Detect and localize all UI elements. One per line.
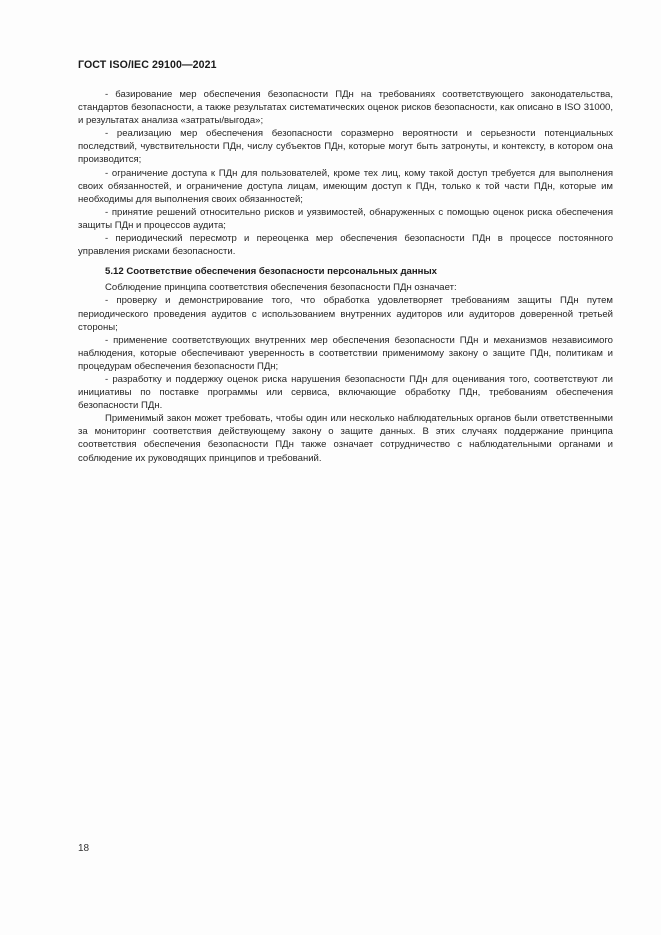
list-item: - разработку и поддержку оценок риска нарушения безопасности ПДн для оценивания того, соответствуют ли инициативы по поставке программы или сервиса, включающие обработку ПДн, требованиям обеспечения безопасности ПДн.	[78, 373, 613, 412]
list-item: - принятие решений относительно рисков и уязвимостей, обнаруженных с помощью оценок риска обеспечения защиты ПДн и процессов аудита;	[78, 206, 613, 231]
closing-paragraph: Применимый закон может требовать, чтобы один или несколько наблюдательных органов были ответственными за мониторинг соответствия действующему закону о защите данных. В этих случаях поддержание принципа соответствия обеспечения безопасности ПДн также означает сотрудничество с наблюдательными органами и соблюдение их руководящих принципов и требований.	[78, 413, 613, 464]
list-item: - применение соответствующих внутренних мер обеспечения безопасности ПДн и механизмов независимого наблюдения, которые обеспечивают уверенность в соответствии применимому закону о защите ПДн, политикам и процедурам обеспечения безопасности ПДн;	[78, 334, 613, 372]
section-heading: 5.12 Соответствие обеспечения безопасности персональных данных	[105, 266, 437, 278]
document-body	[78, 88, 613, 465]
list-item: - периодический пересмотр и переоценка мер обеспечения безопасности ПДн в процессе постоянного управления рисками безопасности.	[78, 233, 613, 258]
list-item: - базирование мер обеспечения безопасности ПДн на требованиях соответствующего законодательства, стандартов безопасности, а также результатах систематических оценок рисков безопасности, как описано в ISO 31000, и результатах анализа «затраты/выгода»;	[78, 89, 613, 127]
document-header: ГОСТ ISO/IEC 29100—2021	[78, 59, 217, 71]
list-item: - ограничение доступа к ПДн для пользователей, кроме тех лиц, кому такой доступ требуется для выполнения своих обязанностей, и ограничение доступа лицам, имеющим доступ к ПДн, только к той части ПДн, которые им необходимы для выполнения своих обязанностей;	[78, 167, 613, 205]
list-item: - реализацию мер обеспечения безопасности соразмерно вероятности и серьезности потенциальных последствий, чувствительности ПДн, числу субъектов ПДн, которые могут быть затронуты, и контексту, в котором она производится;	[78, 128, 613, 166]
page-number: 18	[78, 843, 90, 854]
list-item: - проверку и демонстрирование того, что обработка удовлетворяет требованиям защиты ПДн путем периодического проведения аудитов с использованием внутренних аудиторов или аудиторов доверенной третьей стороны;	[78, 295, 613, 333]
section-lead-paragraph: Соблюдение принципа соответствия обеспечения безопасности ПДн означает:	[105, 282, 457, 294]
